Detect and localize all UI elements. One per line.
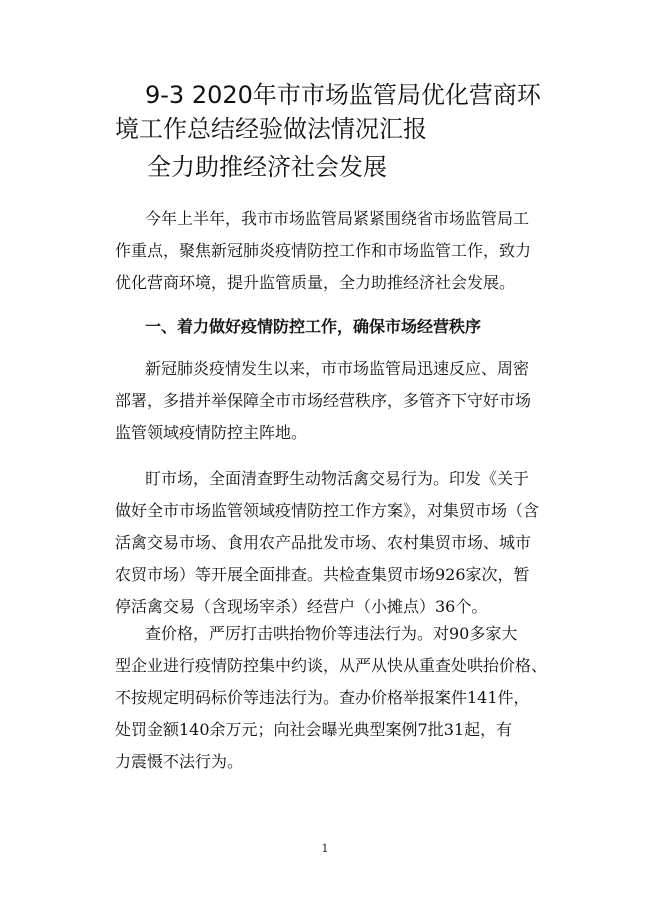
paragraph-intro (115, 203, 560, 299)
paragraph-line: 今年上半年，我市市场监管局紧紧围绕省市场监管局工 (145, 209, 530, 228)
document-subtitle: 全力助推经济社会发展 (147, 153, 387, 181)
paragraph-line: 处罚金额140余万元；向社会曝光典型案例7批31起，有 (115, 720, 513, 739)
title-line-1: 9-3 2020年市市场监管局优化营商环 (145, 81, 541, 109)
document-title (115, 78, 575, 146)
paragraph-line: 不按规定明码标价等违法行为。查办价格举报案件141件， (115, 688, 530, 707)
paragraph-line: 查价格，严厉打击哄抬物价等违法行为。对90多家大 (145, 624, 518, 643)
paragraph-prices (115, 618, 560, 778)
paragraph-line: 监管领域疫情防控主阵地。 (115, 423, 308, 442)
paragraph-line: 停活禽交易（含现场宰杀）经营户（小摊点）36个。 (115, 597, 488, 616)
paragraph-line: 活禽交易市场、食用农产品批发市场、农村集贸市场、城市 (115, 533, 532, 552)
section-heading: 一、着力做好疫情防控工作，确保市场经营秩序 (145, 317, 482, 336)
paragraph-line: 部署，多措并举保障全市市场经营秩序，多管齐下守好市场 (115, 391, 532, 410)
paragraph-markets (115, 463, 560, 623)
paragraph-line: 做好全市市场监管领域疫情防控工作方案》，对集贸市场（含 (115, 501, 540, 520)
paragraph-line: 优化营商环境，提升监管质量，全力助推经济社会发展。 (115, 273, 516, 292)
paragraph-line: 盯市场，全面清查野生动物活禽交易行为。印发《关于 (145, 469, 530, 488)
paragraph-line: 作重点，聚焦新冠肺炎疫情防控工作和市场监管工作，致力 (115, 241, 532, 260)
paragraph-line: 农贸市场）等开展全面排查。共检查集贸市场926家次，暂 (115, 565, 530, 584)
title-line-2: 境工作总结经验做法情况汇报 (115, 115, 427, 143)
page-number: 1 (321, 842, 329, 855)
paragraph-line: 力震慑不法行为。 (115, 752, 244, 771)
paragraph-line: 型企业进行疫情防控集中约谈，从严从快从重查处哄抬价格、 (115, 656, 548, 675)
paragraph-line: 新冠肺炎疫情发生以来，市市场监管局迅速反应、周密 (145, 359, 530, 378)
paragraph-epidemic (115, 353, 560, 449)
